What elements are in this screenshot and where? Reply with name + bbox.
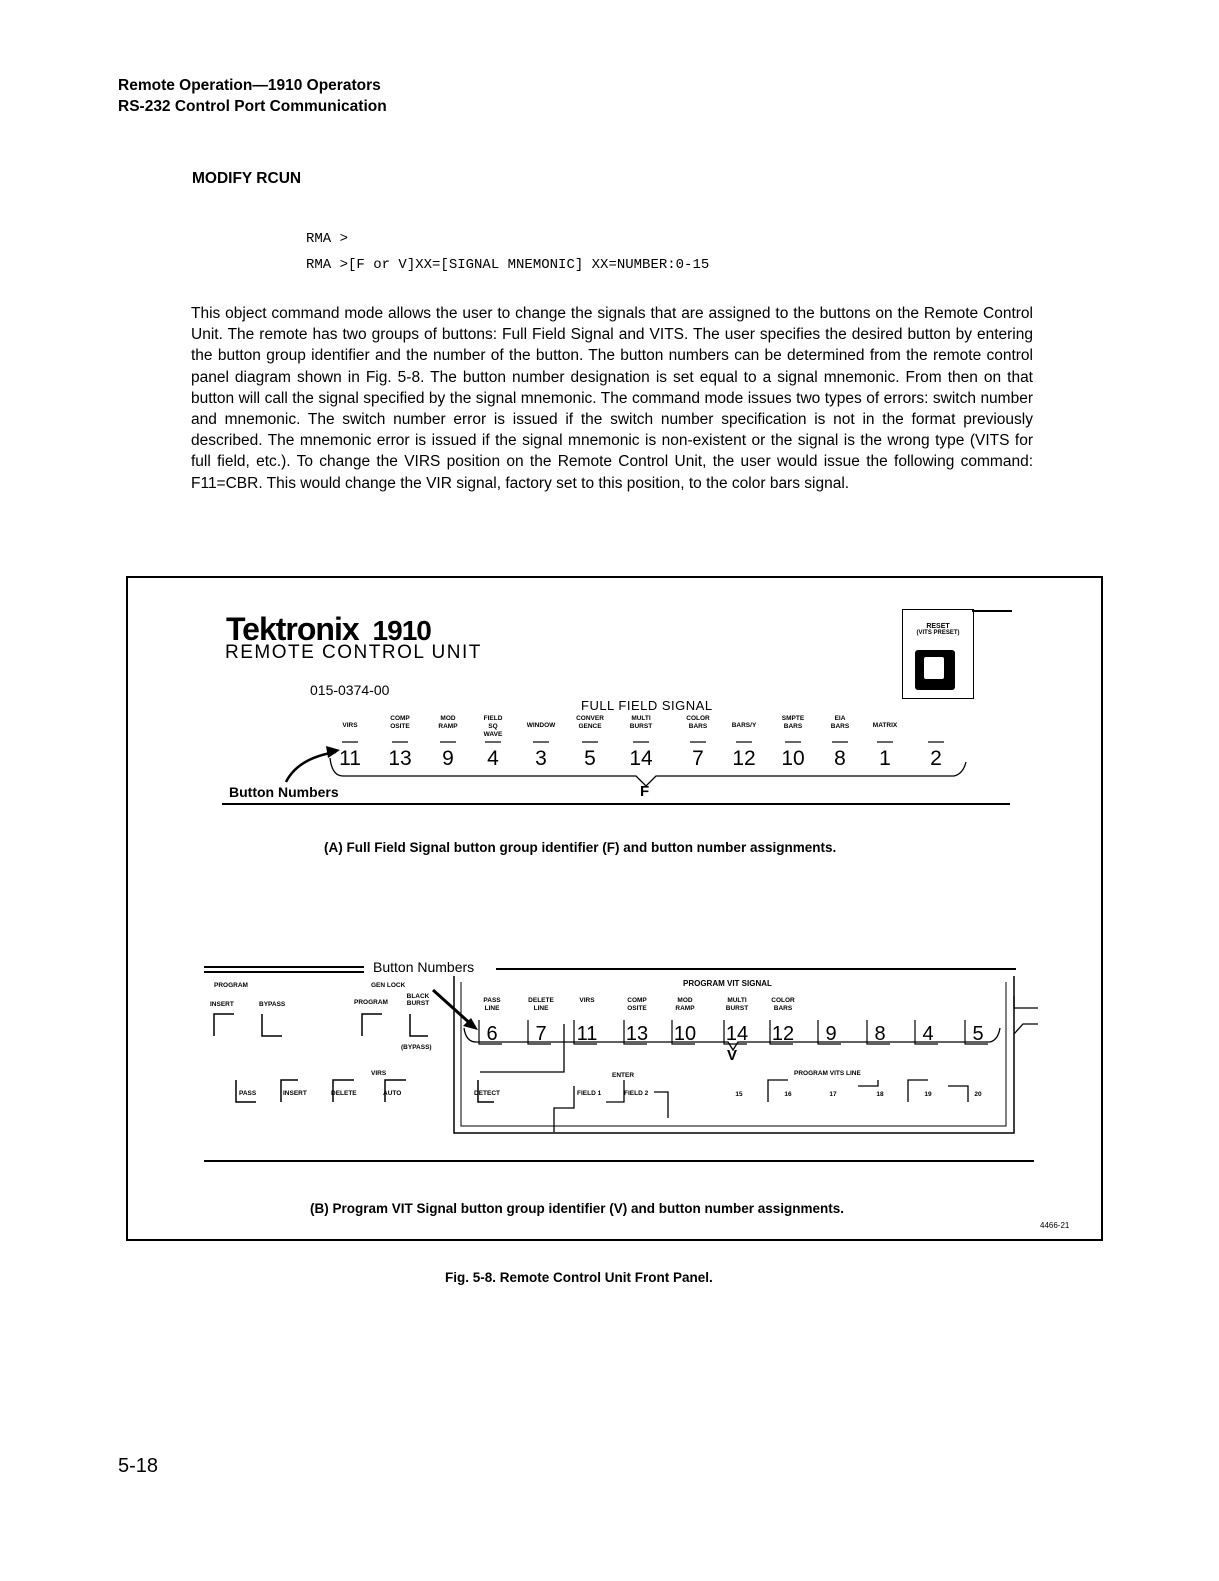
- ffs-button-number-1[interactable]: 1: [879, 747, 891, 770]
- insert-label: INSERT: [210, 1001, 234, 1008]
- caption-b: (B) Program VIT Signal button group identifier (V) and button number assignments.: [310, 1201, 845, 1216]
- running-header-line1: Remote Operation—1910 Operators: [118, 77, 381, 94]
- ffs-button-label-1: COMP: [390, 715, 410, 722]
- figure-caption: Fig. 5-8. Remote Control Unit Front Panel.: [445, 1270, 713, 1285]
- ffs-button-label-2: MOD: [440, 715, 456, 722]
- panel-b-buttons: [128, 968, 1103, 1148]
- vit-button-number-7[interactable]: 7: [535, 1023, 547, 1045]
- delete-label: DELETE: [331, 1090, 357, 1097]
- reset-label: RESET: [926, 623, 950, 630]
- program-button-label: PROGRAM: [354, 999, 388, 1006]
- ffs-button-label-9: BARS: [783, 723, 803, 730]
- vit-button-label-4: MOD: [677, 997, 693, 1004]
- body-paragraph: This object command mode allows the user to change the signals that are assigned to the buttons on the Remote Control Unit. The remote has two groups of buttons: Full Field Signal and VITS. The user specifies the desired button by entering the button group identifier and the number of the button. The button numbers can be determined from the remote control panel diagram shown in Fig. 5-8. The button number designation is set equal to a signal mnemonic. From then on that button will call the signal specified by the signal mnemonic. The command mode issues two types of errors: switch number and mnemonic. The switch number error is issued if the switch number specification is not in the format previously described. The mnemonic error is issued if the signal mnemonic is non-existent or the signal is the wrong type (VITS for full field, etc.). To change the VIRS position on the Remote Control Unit, the user would issue the following command: F11=CBR. This would change the VIR signal, factory set to this position, to the color bars signal.: [191, 305, 1033, 492]
- vit-button-number-12[interactable]: 12: [771, 1023, 795, 1045]
- ffs-button-number-4[interactable]: 4: [487, 747, 499, 770]
- ffs-button-label-11: MATRIX: [872, 722, 898, 729]
- group-id-f: F: [640, 783, 650, 800]
- reset-panel: [902, 609, 974, 699]
- ffs-button-label-9: SMPTE: [781, 715, 805, 722]
- page-number: 5-18: [118, 1455, 159, 1477]
- ffs-button-number-5[interactable]: 5: [584, 747, 596, 770]
- vit-button-number-14[interactable]: 14: [725, 1023, 749, 1045]
- ffs-button-label-5: CONVER: [576, 715, 604, 722]
- ffs-button-number-13[interactable]: 13: [388, 747, 412, 770]
- brand-name: Tektronix: [226, 611, 359, 647]
- ffs-button-number-8[interactable]: 8: [834, 747, 846, 770]
- vit-button-label-1: LINE: [533, 1005, 549, 1012]
- pass-label: PASS: [239, 1090, 257, 1097]
- gen-lock-label: GEN LOCK: [371, 982, 406, 989]
- vit-button-number-11[interactable]: 11: [576, 1023, 598, 1045]
- bypass-label: BYPASS: [259, 1001, 286, 1008]
- program-vits-line-label: PROGRAM VITS LINE: [794, 1070, 861, 1077]
- vit-button-label-0: LINE: [484, 1005, 500, 1012]
- auto-label: AUTO: [383, 1090, 402, 1097]
- ffs-button-label-0: VIRS: [342, 722, 358, 729]
- vit-button-label-6: COLOR: [771, 997, 795, 1004]
- ffs-button-number-9[interactable]: 9: [442, 747, 454, 770]
- vit-button-number-6[interactable]: 6: [486, 1023, 498, 1045]
- ffs-button-label-7: COLOR: [686, 715, 710, 722]
- ffs-button-label-6: MULTI: [631, 715, 651, 722]
- ffs-button-label-6: BURST: [629, 723, 653, 730]
- unit-subtitle: REMOTE CONTROL UNIT: [225, 642, 482, 663]
- ffs-button-label-7: BARS: [688, 723, 708, 730]
- vit-button-label-0: PASS: [483, 997, 501, 1004]
- black-burst-label: BLACK BURST: [406, 993, 430, 1007]
- figure-frame: [126, 576, 1103, 1241]
- button-numbers-label-a: Button Numbers: [229, 784, 339, 800]
- ffs-button-number-3[interactable]: 3: [535, 747, 547, 770]
- program-vit-signal-title: PROGRAM VIT SIGNAL: [683, 979, 772, 988]
- field1-label: FIELD 1: [577, 1090, 602, 1097]
- field2-label: FIELD 2: [624, 1090, 649, 1097]
- ffs-button-number-12[interactable]: 12: [732, 747, 756, 770]
- ffs-button-label-5: GENCE: [578, 723, 602, 730]
- ffs-button-label-10: BARS: [830, 723, 850, 730]
- ffs-button-label-2: RAMP: [438, 723, 458, 730]
- virs-label: VIRS: [371, 1070, 387, 1077]
- enter-label: ENTER: [612, 1072, 635, 1079]
- vit-button-label-3: OSITE: [627, 1005, 647, 1012]
- ffs-button-label-3: SQ: [488, 723, 498, 730]
- vit-button-label-3: COMP: [627, 997, 647, 1004]
- syntax-line-2: RMA >[F or V]XX=[SIGNAL MNEMONIC] XX=NUMBER:0-15: [306, 257, 710, 273]
- caption-a: (A) Full Field Signal button group identifier (F) and button number assignments.: [324, 840, 837, 855]
- model-number: 1910: [372, 615, 431, 646]
- vit-button-label-4: RAMP: [675, 1005, 695, 1012]
- vits-line-number-15[interactable]: 15: [735, 1091, 743, 1098]
- bypass-paren-label: (BYPASS): [401, 1044, 432, 1051]
- ffs-button-label-3: FIELD: [483, 715, 503, 722]
- vit-button-number-9[interactable]: 9: [825, 1023, 837, 1045]
- button-numbers-label-b: Button Numbers: [373, 959, 475, 975]
- group-id-v: V: [726, 1047, 738, 1064]
- vit-button-label-6: BARS: [773, 1005, 793, 1012]
- vit-button-number-5[interactable]: 5: [972, 1023, 984, 1045]
- ffs-button-label-4: WINDOW: [526, 722, 556, 729]
- vits-line-number-20[interactable]: 20: [974, 1091, 982, 1098]
- section-title: MODIFY RCUN: [192, 170, 302, 187]
- figure-code: 4466-21: [1040, 1221, 1070, 1230]
- ffs-button-label-1: OSITE: [390, 723, 410, 730]
- ffs-button-number-7[interactable]: 7: [692, 747, 704, 770]
- vits-line-number-18[interactable]: 18: [876, 1091, 884, 1098]
- part-number: 015-0374-00: [310, 682, 390, 698]
- vit-button-number-13[interactable]: 13: [625, 1023, 649, 1045]
- ffs-button-number-2[interactable]: 2: [930, 747, 942, 770]
- detect-label: DETECT: [474, 1090, 500, 1097]
- full-field-signal-title: FULL FIELD SIGNAL: [581, 698, 713, 713]
- vits-line-number-16[interactable]: 16: [784, 1091, 792, 1098]
- ffs-button-label-3: WAVE: [483, 731, 503, 738]
- vits-line-number-17[interactable]: 17: [829, 1091, 837, 1098]
- vit-button-number-4[interactable]: 4: [922, 1023, 934, 1045]
- vit-button-number-8[interactable]: 8: [874, 1023, 886, 1045]
- reset-sub-label: (VITS PRESET): [916, 630, 960, 636]
- syntax-line-1: RMA >: [306, 231, 349, 247]
- vits-line-number-19[interactable]: 19: [924, 1091, 932, 1098]
- running-header-line2: RS-232 Control Port Communication: [118, 98, 387, 115]
- ffs-button-label-8: BARS/Y: [731, 722, 757, 729]
- ffs-button-label-10: EIA: [834, 715, 846, 722]
- program-label: PROGRAM: [214, 982, 248, 989]
- insert2-label: INSERT: [283, 1090, 307, 1097]
- reset-button[interactable]: [915, 650, 955, 690]
- vit-button-label-1: DELETE: [528, 997, 554, 1004]
- vit-button-label-2: VIRS: [579, 997, 595, 1004]
- vit-button-number-10[interactable]: 10: [673, 1023, 697, 1045]
- ffs-button-number-10[interactable]: 10: [781, 747, 805, 770]
- vit-button-label-5: BURST: [725, 1005, 749, 1012]
- ffs-button-number-14[interactable]: 14: [629, 747, 653, 770]
- ffs-button-number-11[interactable]: 11: [339, 747, 361, 770]
- vit-button-label-5: MULTI: [727, 997, 747, 1004]
